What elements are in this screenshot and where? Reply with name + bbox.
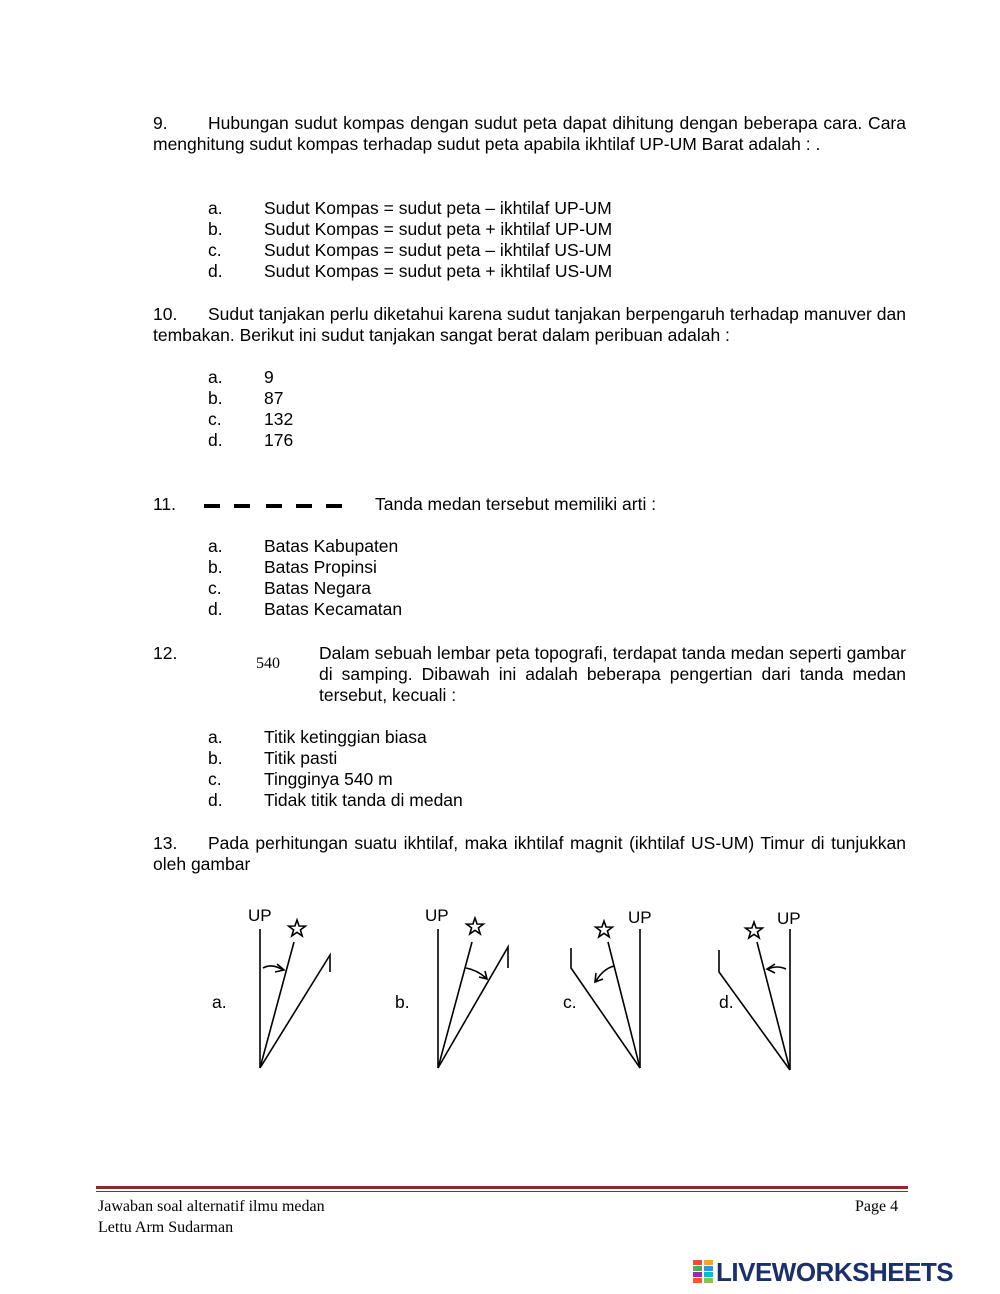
- option-text: 9: [264, 367, 274, 387]
- question-number: 11.: [153, 494, 177, 514]
- star-icon: [746, 922, 763, 938]
- diagram-a-letter[interactable]: a.: [212, 992, 227, 1012]
- option-text: Sudut Kompas = sudut peta + ikhtilaf UP-UM: [264, 219, 613, 239]
- star-icon: [467, 918, 484, 934]
- option-letter: a.: [208, 367, 223, 387]
- option-text: 132: [264, 409, 294, 429]
- option-text: 176: [264, 430, 294, 450]
- option-letter: a.: [208, 727, 223, 747]
- diagram-c[interactable]: [571, 921, 640, 1068]
- option-text: Sudut Kompas = sudut peta – ikhtilaf UP-UM: [264, 198, 612, 218]
- option-text: Batas Kabupaten: [264, 536, 399, 556]
- star-icon: [289, 920, 306, 936]
- option-letter: c.: [208, 409, 222, 429]
- footer-rule-thin: [96, 1191, 908, 1192]
- option-text: 87: [264, 388, 284, 408]
- declination-arc: [596, 966, 614, 981]
- option-text: Tidak titik tanda di medan: [264, 790, 463, 810]
- option-letter: c.: [208, 578, 222, 598]
- option-text: Sudut Kompas = sudut peta – ikhtilaf US-UM: [264, 240, 612, 260]
- footer-rule-thick: [96, 1186, 908, 1189]
- question-number: 9.: [153, 113, 168, 133]
- star-icon: [596, 921, 613, 937]
- declination-arc: [466, 968, 486, 978]
- question-text: Hubungan sudut kompas dengan sudut peta dapat dihitung dengan beberapa cara. Cara menghitung sudut kompas terhadap sudut peta apabila ikhtilaf UP-UM Barat adalah : .: [153, 113, 906, 154]
- option-letter: a.: [208, 198, 223, 218]
- option-letter: b.: [208, 557, 223, 577]
- diagram-d[interactable]: [719, 922, 790, 1070]
- true-north-line: [438, 942, 472, 1068]
- question-number: 12.: [153, 643, 178, 663]
- question-text: Dalam sebuah lembar peta topografi, terdapat tanda medan seperti gambar di samping. Dibawah ini adalah beberapa pengertian dari tanda medan tersebut, kecuali :: [319, 643, 906, 705]
- watermark-text: LIVEWORKSHEETS: [716, 1257, 954, 1287]
- option-letter: a.: [208, 536, 223, 556]
- question-number: 10.: [153, 304, 178, 324]
- magnetic-north-line: [260, 955, 330, 1068]
- diagram-c-up-label: UP: [628, 908, 652, 927]
- option-letter: d.: [208, 599, 223, 619]
- option-letter: c.: [208, 769, 222, 789]
- diagram-d-letter[interactable]: d.: [719, 992, 734, 1012]
- true-north-line: [757, 942, 790, 1070]
- diagram-b[interactable]: [438, 918, 508, 1068]
- option-letter: d.: [208, 261, 223, 281]
- diagram-a-up-label: UP: [248, 906, 272, 925]
- magnetic-north-line: [571, 948, 640, 1068]
- height-point-label: 540: [256, 655, 280, 672]
- question-number: 13.: [153, 833, 178, 853]
- diagram-d-up-label: UP: [777, 909, 801, 928]
- option-letter: b.: [208, 748, 223, 768]
- magnetic-north-line: [719, 950, 790, 1070]
- diagram-a[interactable]: [260, 920, 330, 1068]
- liveworksheets-watermark[interactable]: [692, 1257, 992, 1287]
- option-letter: d.: [208, 790, 223, 810]
- diagram-c-letter[interactable]: c.: [563, 992, 577, 1012]
- question-text: Sudut tanjakan perlu diketahui karena sudut tanjakan berpengaruh terhadap manuver dan tembakan. Berikut ini sudut tanjakan sangat berat dalam peribuan adalah :: [153, 304, 906, 345]
- option-letter: b.: [208, 388, 223, 408]
- option-text: Sudut Kompas = sudut peta + ikhtilaf US-UM: [264, 261, 613, 281]
- option-letter: c.: [208, 240, 222, 260]
- option-text: Batas Negara: [264, 578, 372, 598]
- option-text: Batas Propinsi: [264, 557, 377, 577]
- magnetic-north-line: [438, 947, 508, 1068]
- footer-author: Lettu Arm Sudarman: [98, 1219, 234, 1236]
- option-letter: b.: [208, 219, 223, 239]
- liveworksheets-logo-icon: [692, 1259, 714, 1283]
- option-text: Batas Kecamatan: [264, 599, 403, 619]
- page-number: Page 4: [855, 1198, 899, 1215]
- option-text: Titik ketinggian biasa: [264, 727, 427, 747]
- option-letter: d.: [208, 430, 223, 450]
- diagram-b-letter[interactable]: b.: [395, 992, 410, 1012]
- true-north-line: [608, 942, 640, 1068]
- true-north-line: [260, 942, 294, 1068]
- option-text: Titik pasti: [264, 748, 338, 768]
- question-text: Tanda medan tersebut memiliki arti :: [375, 494, 657, 514]
- footer-title: Jawaban soal alternatif ilmu medan: [98, 1198, 325, 1215]
- question-text: Pada perhitungan suatu ikhtilaf, maka ikhtilaf magnit (ikhtilaf US-UM) Timur di tunjukkan oleh gambar: [153, 833, 906, 874]
- option-text: Tingginya 540 m: [264, 769, 393, 789]
- diagram-b-up-label: UP: [425, 906, 449, 925]
